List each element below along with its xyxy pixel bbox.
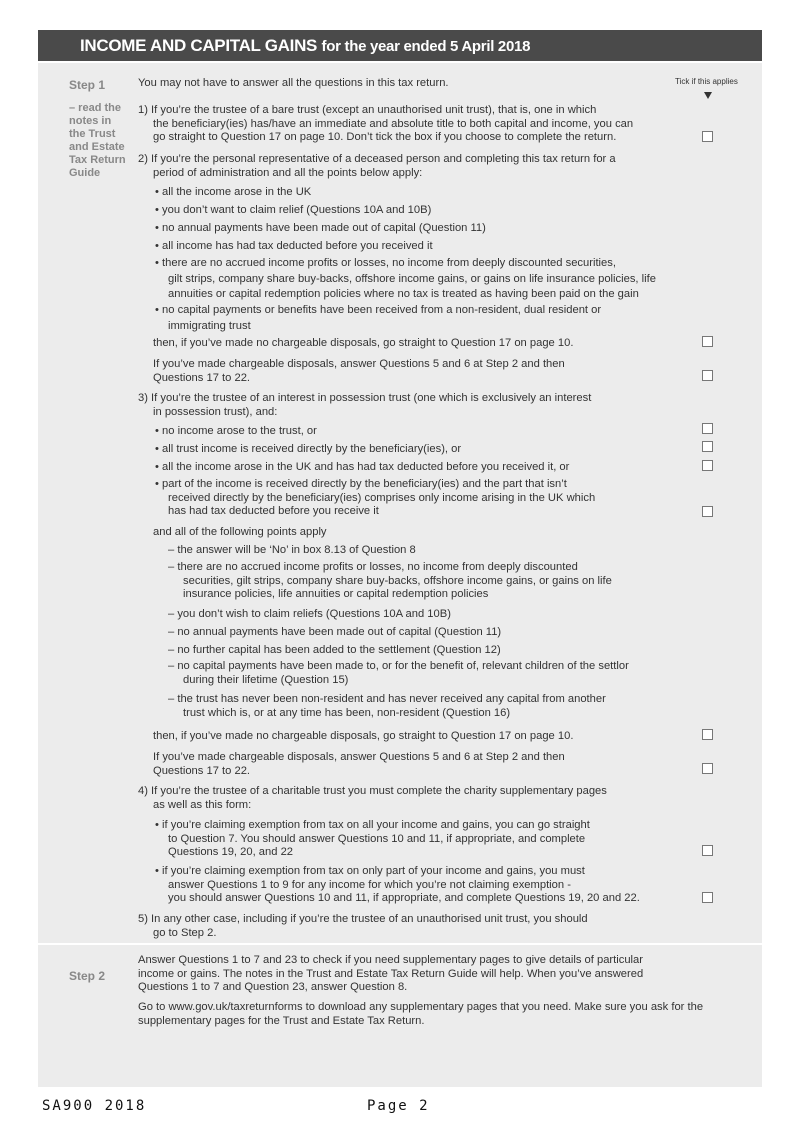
question-4-text: as well as this form: bbox=[153, 798, 252, 811]
section-header bbox=[38, 30, 762, 61]
q3-uk-income-checkbox[interactable] bbox=[702, 460, 713, 471]
q3-condition-item: trust which is, or at any time has been, non-resident (Question 16) bbox=[183, 706, 511, 719]
q3-bullet-item: • all the income arose in the UK and has had tax deducted before you received it, or bbox=[155, 461, 570, 473]
question-5-text: 5) In any other case, including if you’re the trustee of an unauthorised unit trust, you should bbox=[138, 913, 588, 925]
guide-line: Guide bbox=[69, 167, 101, 179]
question-3-text: 3) If you’re the trustee of an interest in possession trust (one which is exclusively an interest bbox=[138, 392, 592, 404]
q3-condition-item: – you don’t wish to claim reliefs (Questions 10A and 10B) bbox=[168, 608, 451, 620]
q3-condition-item: – there are no accrued income profits or losses, no income from deeply discounted bbox=[168, 561, 578, 573]
q3-then-text: then, if you’ve made no chargeable disposals, go straight to Question 17 on page 10. bbox=[153, 730, 574, 742]
step1-label: Step 1 bbox=[69, 78, 106, 92]
q3-no-income-checkbox[interactable] bbox=[702, 423, 713, 434]
guide-line: notes in bbox=[69, 115, 112, 127]
q3-condition-item: during their lifetime (Question 15) bbox=[183, 673, 349, 686]
q4-bullet-item: to Question 7. You should answer Questions 10 and 11, if appropriate, and complete bbox=[168, 832, 586, 845]
q2-bullet-item: • all the income arose in the UK bbox=[155, 186, 312, 198]
q1-tick-checkbox[interactable] bbox=[702, 131, 713, 142]
q2-bullet-item: immigrating trust bbox=[168, 319, 251, 332]
q2-disposals-checkbox[interactable] bbox=[702, 370, 713, 381]
q3-condition-item: – no capital payments have been made to, or for the benefit of, relevant children of the settlor bbox=[168, 660, 629, 672]
q3-condition-item: – the answer will be ‘No’ in box 8.13 of Question 8 bbox=[168, 544, 416, 556]
q3-condition-item: insurance policies, life annuities or capital redemption policies bbox=[183, 588, 489, 600]
q3-condition-item: – no further capital has been added to the settlement (Question 12) bbox=[168, 644, 501, 656]
page-number: Page 2 bbox=[367, 1098, 430, 1114]
question-5-text: go to Step 2. bbox=[153, 926, 217, 939]
guide-line: – read the bbox=[69, 102, 121, 114]
step2-label: Step 2 bbox=[69, 969, 106, 983]
step2-text-line: Questions 1 to 7 and Question 23, answer Question 8. bbox=[138, 981, 408, 993]
guide-line: Tax Return bbox=[69, 154, 126, 166]
form-code: SA900 2018 bbox=[42, 1098, 147, 1114]
step2-text-line: supplementary pages for the Trust and Estate Tax Return. bbox=[138, 1014, 425, 1027]
q2-bullet-item: annuities or capital redemption policies where no tax is treated as having been paid on the gain bbox=[168, 288, 639, 300]
q3-disposals-checkbox[interactable] bbox=[702, 763, 713, 774]
q3-bullet-item: • part of the income is received directly by the beneficiary(ies) and the part that isn’t bbox=[155, 478, 567, 490]
q3-if-text: If you’ve made chargeable disposals, answer Questions 5 and 6 at Step 2 and then bbox=[153, 751, 565, 763]
guide-line: the Trust bbox=[69, 128, 116, 140]
q3-and-text: and all of the following points apply bbox=[153, 526, 327, 538]
q4-bullet-item: • if you’re claiming exemption from tax on all your income and gains, you can go straight bbox=[155, 819, 590, 831]
question-2-text: 2) If you’re the personal representative of a deceased person and completing this tax return for a bbox=[138, 153, 616, 165]
step-divider bbox=[38, 943, 762, 945]
question-1-text: 1) If you’re the trustee of a bare trust (except an unauthorised unit trust), that is, one in which bbox=[138, 104, 597, 116]
q2-no-disposals-checkbox[interactable] bbox=[702, 336, 713, 347]
q3-condition-item: – the trust has never been non-resident and has never received any capital from another bbox=[168, 693, 606, 705]
step2-text-line: Go to www.gov.uk/taxreturnforms to download any supplementary pages that you need. Make sure you ask for the bbox=[138, 1001, 704, 1013]
q3-condition-item: securities, gilt strips, company share buy-backs, offshore income gains, or gains on life bbox=[183, 574, 612, 587]
question-3-text: in possession trust), and: bbox=[153, 405, 278, 418]
step2-text-line: income or gains. The notes in the Trust and Estate Tax Return Guide will help. When you’ve answered bbox=[138, 967, 644, 980]
q3-no-disposals-checkbox[interactable] bbox=[702, 729, 713, 740]
q2-then-text: then, if you’ve made no chargeable disposals, go straight to Question 17 on page 10. bbox=[153, 337, 574, 349]
step1-guide-note bbox=[69, 102, 126, 180]
q4-bullet-item: answer Questions 1 to 9 for any income for which you’re not claiming exemption - bbox=[168, 878, 571, 891]
q2-bullet-item: • no annual payments have been made out of capital (Question 11) bbox=[155, 222, 486, 234]
q3-bullet-item: has had tax deducted before you receive it bbox=[168, 505, 379, 517]
q3-bullet-item: • all trust income is received directly by the beneficiary(ies), or bbox=[155, 443, 462, 455]
page-title bbox=[80, 36, 530, 56]
q2-if-text: If you’ve made chargeable disposals, answer Questions 5 and 6 at Step 2 and then bbox=[153, 358, 565, 370]
q2-bullet-item: • you don’t want to claim relief (Questions 10A and 10B) bbox=[155, 204, 432, 216]
q3-bullet-item: • no income arose to the trust, or bbox=[155, 425, 317, 437]
question-1-text: the beneficiary(ies) has/have an immediate and absolute title to both capital and income, you can bbox=[153, 117, 634, 130]
q3-bullet-item: received directly by the beneficiary(ies) comprises only income arising in the UK which bbox=[168, 491, 596, 504]
q4-part-exemption-checkbox[interactable] bbox=[702, 892, 713, 903]
page-title-main: INCOME AND CAPITAL GAINS bbox=[80, 36, 318, 55]
down-arrow-icon bbox=[704, 92, 712, 99]
q4-bullet-item: Questions 19, 20, and 22 bbox=[168, 846, 294, 858]
q4-bullet-item: you should answer Questions 10 and 11, if appropriate, and complete Questions 19, 20 and 22. bbox=[168, 892, 640, 904]
question-4-text: 4) If you’re the trustee of a charitable trust you must complete the charity supplementary pages bbox=[138, 785, 607, 797]
q2-bullet-item: gilt strips, company share buy-backs, offshore income gains, or gains on life insurance policies, life bbox=[168, 272, 656, 285]
q2-if-text: Questions 17 to 22. bbox=[153, 372, 251, 384]
question-1-text: go straight to Question 17 on page 10. Don’t tick the box if you choose to complete the return. bbox=[153, 131, 617, 143]
q2-bullet-item: • there are no accrued income profits or losses, no income from deeply discounted securities, bbox=[155, 257, 616, 269]
q2-bullet-item: • no capital payments or benefits have been received from a non-resident, dual resident or bbox=[155, 304, 602, 316]
q3-part-income-checkbox[interactable] bbox=[702, 506, 713, 517]
step1-intro: You may not have to answer all the questions in this tax return. bbox=[138, 77, 449, 89]
q4-bullet-item: • if you’re claiming exemption from tax on only part of your income and gains, you must bbox=[155, 865, 585, 877]
page-title-sub: for the year ended 5 April 2018 bbox=[321, 38, 531, 55]
guide-line: and Estate bbox=[69, 141, 125, 153]
step2-text-line: Answer Questions 1 to 7 and 23 to check if you need supplementary pages to give details of particular bbox=[138, 954, 643, 966]
question-2-text: period of administration and all the points below apply: bbox=[153, 166, 423, 179]
q3-condition-item: – no annual payments have been made out of capital (Question 11) bbox=[168, 626, 502, 638]
tick-column-label: Tick if this applies bbox=[675, 77, 738, 86]
q2-bullet-item: • all income has had tax deducted before you received it bbox=[155, 240, 433, 252]
q3-if-text: Questions 17 to 22. bbox=[153, 765, 251, 777]
q4-full-exemption-checkbox[interactable] bbox=[702, 845, 713, 856]
q3-beneficiary-checkbox[interactable] bbox=[702, 441, 713, 452]
